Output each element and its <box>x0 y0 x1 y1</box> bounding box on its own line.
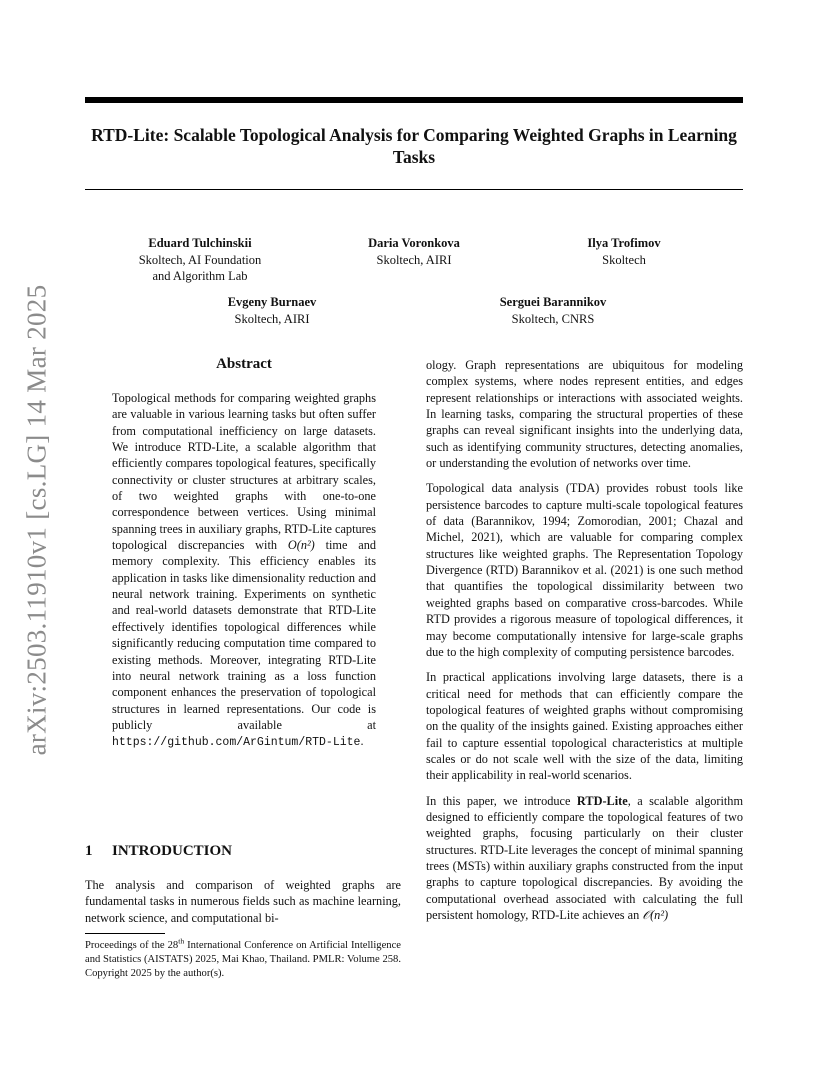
author-name: Eduard Tulchinskii <box>148 236 252 250</box>
footnote <box>85 936 401 981</box>
footnote-text: International Conference on Artificial Intelligence and Statistics (AISTATS) 2025, Mai Khao, Thailand. PMLR: Volume 258. Copyright 2025 by the author(s). <box>85 940 401 979</box>
author-affiliation: Skoltech, AIRI <box>234 311 310 326</box>
abstract-text-end: . <box>360 734 364 749</box>
method-name: RTD-Lite <box>576 793 628 808</box>
abstract-text-part: time and memory complexity. This efficiency enables its application in tasks like dimensionality reduction and neural network training. Experiments on synthetic and real-world datasets demonstrate that RTD-Lite effectively identifies topological differences while significantly reducing computation time compared to existing methods. Moreover, integrating RTD-Lite into neural network training as a loss function component enhances the preservation of topological structures in learned representations. Our code is publicly available at <box>112 538 376 732</box>
author-block <box>473 294 633 327</box>
paper-title: RTD-Lite: Scalable Topological Analysis for Comparing Weighted Graphs in Learning Tasks <box>91 125 737 167</box>
abstract-text-part: Topological methods for comparing weighted graphs are valuable in various learning tasks but often suffer from computational inefficiency on large datasets. We introduce RTD-Lite, a scalable algorithm that efficiently compares topological features, specifically connectivity or cluster structures at arbitrary scales, of two weighted graphs with one-to-one correspondence between vertices. Using minimal spanning trees in auxiliary graphs, RTD-Lite captures topological discrepancies with <box>112 391 376 553</box>
abstract-text <box>112 390 376 752</box>
author-affiliation: Skoltech, AIRI <box>376 252 452 267</box>
author-block <box>554 235 694 268</box>
section-heading <box>85 843 232 860</box>
footnote-superscript: th <box>178 936 185 946</box>
right-column <box>426 357 743 932</box>
author-name: Serguei Barannikov <box>499 295 607 309</box>
author-name: Daria Voronkova <box>368 236 460 250</box>
arxiv-identifier-stamp: arXiv:2503.11910v1 [cs.LG] 14 Mar 2025 <box>21 284 52 756</box>
intro-paragraph: In practical applications involving large datasets, there is a critical need for methods that can efficiently compare the topological features of weighted graphs without compromising on the quality of the insights gained. Existing approaches either fail to capture essential topological characteristics at multiple scales or do not scale well with the size of the data, limiting their applicability in real-world scenarios. <box>426 670 743 783</box>
section-number: 1 <box>85 843 93 859</box>
intro-paragraph: The analysis and comparison of weighted graphs are fundamental tasks in numerous fields such as machine learning, network science, and computational bi- <box>85 878 401 925</box>
title-top-rule <box>85 97 743 103</box>
complexity-formula: O(n²) <box>287 538 315 553</box>
intro-text-part: , a scalable algorithm designed to efficiently compare the topological features of two weighted graphs, focusing particularly on their cluster structures. RTD-Lite leverages the concept of minimal spanning trees (MSTs) within auxiliary graphs constructed from the input graphs to capture topological discrepancies. By avoiding the computational overhead associated with calculating the full persistent homology, RTD-Lite achieves an <box>426 793 744 922</box>
author-name: Evgeny Burnaev <box>227 295 317 309</box>
author-name: Ilya Trofimov <box>587 236 661 250</box>
intro-paragraph <box>426 793 743 924</box>
author-affiliation: Skoltech, CNRS <box>511 311 595 326</box>
abstract-heading: Abstract <box>216 356 272 372</box>
intro-text-part: In this paper, we introduce <box>426 793 577 808</box>
title-bottom-rule <box>85 189 743 190</box>
author-block <box>110 235 290 285</box>
footnote-rule <box>85 933 165 934</box>
intro-paragraph: ology. Graph representations are ubiquitous for modeling complex systems, where nodes represent entities, and edges represent relationships or interactions with associated weights. In learning tasks, comparing the structural properties of these graphs can reveal significant insights into the underlying data, such as identifying community structures, detecting anomalies, or understanding the evolution of networks over time. <box>426 358 743 471</box>
author-affiliation: Skoltech, AI Foundation <box>138 252 262 267</box>
author-block <box>334 235 494 268</box>
author-affiliation: and Algorithm Lab <box>152 269 248 283</box>
section-title-text: INTRODUCTION <box>112 843 233 859</box>
intro-paragraph: Topological data analysis (TDA) provides robust tools like persistence barcodes to capture multi-scale topological features of data (Barannikov, 1994; Zomorodian, 2001; Chazal and Michel, 2021), which are valuable for comparing complex structures like weighted graphs. The Representation Topology Divergence (RTD) Barannikov et al. (2021) is one such method that quantifies the topological dissimilarity between two weighted graphs based on comparative cross-barcodes. While RTD provides a rigorous measure of topological differences, it may become computationally intensive for large-scale graphs due to the high complexity of computing persistence barcodes. <box>426 481 743 659</box>
complexity-formula: 𝒪(n²) <box>642 908 669 922</box>
footnote-text: Proceedings of the 28 <box>85 940 179 951</box>
code-repository-link[interactable]: https://github.com/ArGintum/RTD-Lite <box>112 736 361 750</box>
author-affiliation: Skoltech <box>602 252 646 267</box>
author-block <box>192 294 352 327</box>
